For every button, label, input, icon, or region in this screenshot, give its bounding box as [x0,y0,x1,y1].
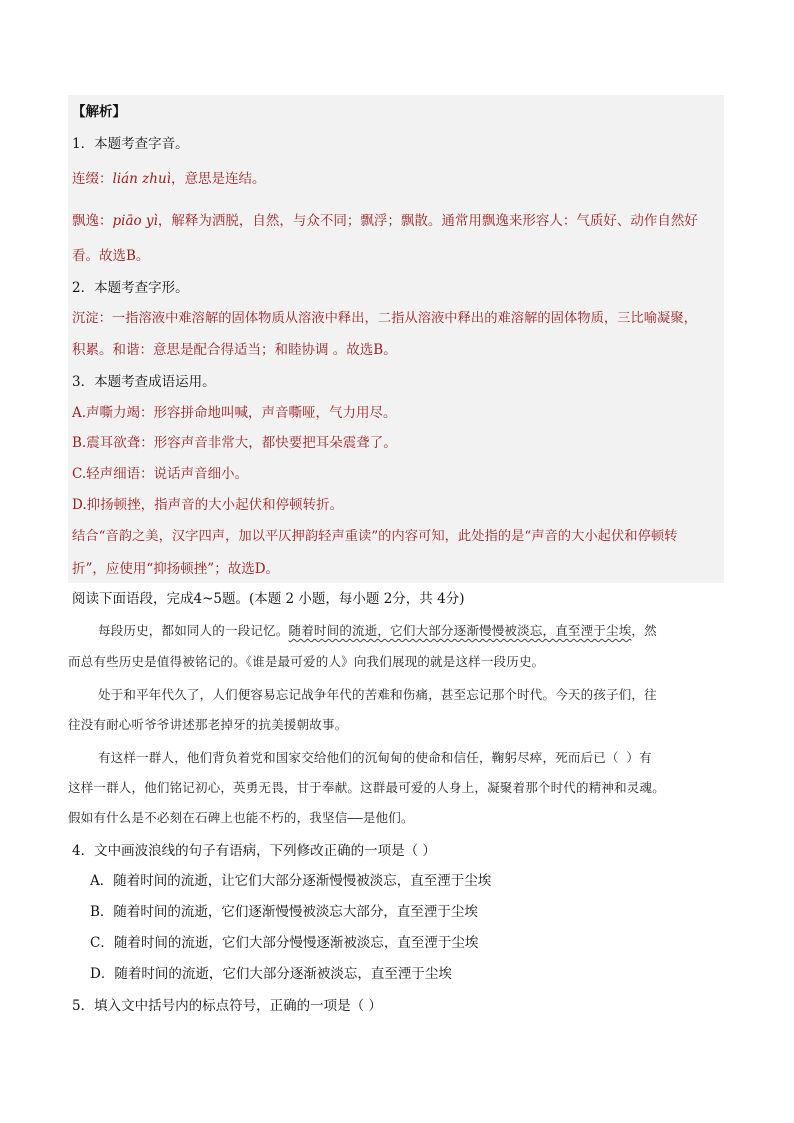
q1-line1 [72,170,266,188]
passage-p3-line3: 假如有什么是不必刻在石碑上也能不朽的，我坚信——是他们。 [68,810,414,825]
q1-line1-prefix: 连缀： [72,171,113,187]
q4-option-a[interactable]: A．随着时间的流逝，让它们大部分逐渐慢慢被淡忘，直至湮于尘埃 [90,873,492,889]
q5-stem: 5．填入文中括号内的标点符号，正确的一项是（ ） [72,998,382,1014]
q3-option-d: D.抑扬顿挫，指声音的大小起伏和停顿转折。 [72,497,344,513]
passage-p1-end: ，然 [631,623,657,638]
q2-title: 2．本题考查字形。 [72,280,189,296]
q2-line2: 积累。和谐：意思是配合得适当；和睦协调 。故选B。 [72,342,397,358]
passage-p3-line2: 这样一群人，他们铭记初心，英勇无畏，甘于奉献。这群最可爱的人身上，凝聚着那个时代的精神和灵魂。 [68,780,665,795]
q3-title: 3．本题考查成语运用。 [72,374,216,390]
q3-option-b: B.震耳欲聋：形容声音非常大，都快要把耳朵震聋了。 [72,435,397,451]
analysis-box [68,95,724,583]
q1-line1-pinyin: lián zhuì [112,171,171,187]
passage-p3-line1: 有这样一群人，他们背负着党和国家交给他们的沉甸甸的使命和信任，鞠躬尽瘁，死而后已（ ）有 [98,750,652,765]
q1-line1-suffix: ，意思是连结。 [171,171,266,187]
q1-line2-pinyin: piāo yì [112,213,158,229]
q3-conclusion-2: 折”，应使用“抑扬顿挫”；故选D。 [72,561,280,577]
q1-line2 [72,212,698,230]
q3-option-a: A.声嘶力竭：形容拼命地叫喊，声音嘶哑，气力用尽。 [72,405,397,421]
q3-option-c: C.轻声细语：说话声音细小。 [72,466,249,482]
q1-line2-prefix: 飘逸： [72,213,113,229]
q2-line1: 沉淀：一指溶液中难溶解的固体物质从溶液中释出，二指从溶液中释出的难溶解的固体物质，三比喻凝聚， [72,311,697,326]
q3-conclusion-1: 结合“音韵之美，汉字四声，加以平仄押韵轻声重读”的内容可知，此处指的是“声音的大小起伏和停顿转 [72,529,678,544]
q1-line2-suffix: ，解释为洒脱，自然，与众不同；飘浮；飘散。通常用飘逸来形容人：气质好、动作自然好 [157,213,698,229]
passage-p1-line2: 而总有些历史是值得被铭记的。《谁是最可爱的人》向我们展现的就是这样一段历史。 [68,654,545,669]
q4-option-c[interactable]: C．随着时间的流逝，它们大部分慢慢逐渐被淡忘，直至湮于尘埃 [90,935,479,951]
passage-p1-line1 [98,622,657,640]
passage-p1-start: 每段历史，都如同人的一段记忆。 [98,623,289,638]
analysis-header: 【解析】 [72,104,126,120]
q4-option-b[interactable]: B．随着时间的流逝，它们逐渐慢慢被淡忘大部分，直至湮于尘埃 [90,904,478,920]
passage-p2-line1: 处于和平年代久了，人们便容易忘记战争年代的苦难和伤痛，甚至忘记那个时代。今天的孩子们，往 [98,687,657,702]
wavy-underlined-sentence: 随着时间的流逝，它们大部分逐渐慢慢被淡忘，直至湮于尘埃 [288,623,632,638]
q1-title: 1．本题考查字音。 [72,136,189,152]
q4-stem: 4．文中画波浪线的句子有语病，下列修改正确的一项是（ ） [72,843,436,859]
reading-intro: 阅读下面语段，完成4~5题。(本题 2 小题，每小题 2分，共 4分) [72,591,465,607]
q1-line3: 看。故选B。 [72,248,150,264]
q4-option-d[interactable]: D．随着时间的流逝，它们大部分逐渐被淡忘，直至湮于尘埃 [90,966,452,982]
passage-p2-line2: 往没有耐心听爷爷讲述那老掉牙的抗美援朝故事。 [68,717,348,732]
